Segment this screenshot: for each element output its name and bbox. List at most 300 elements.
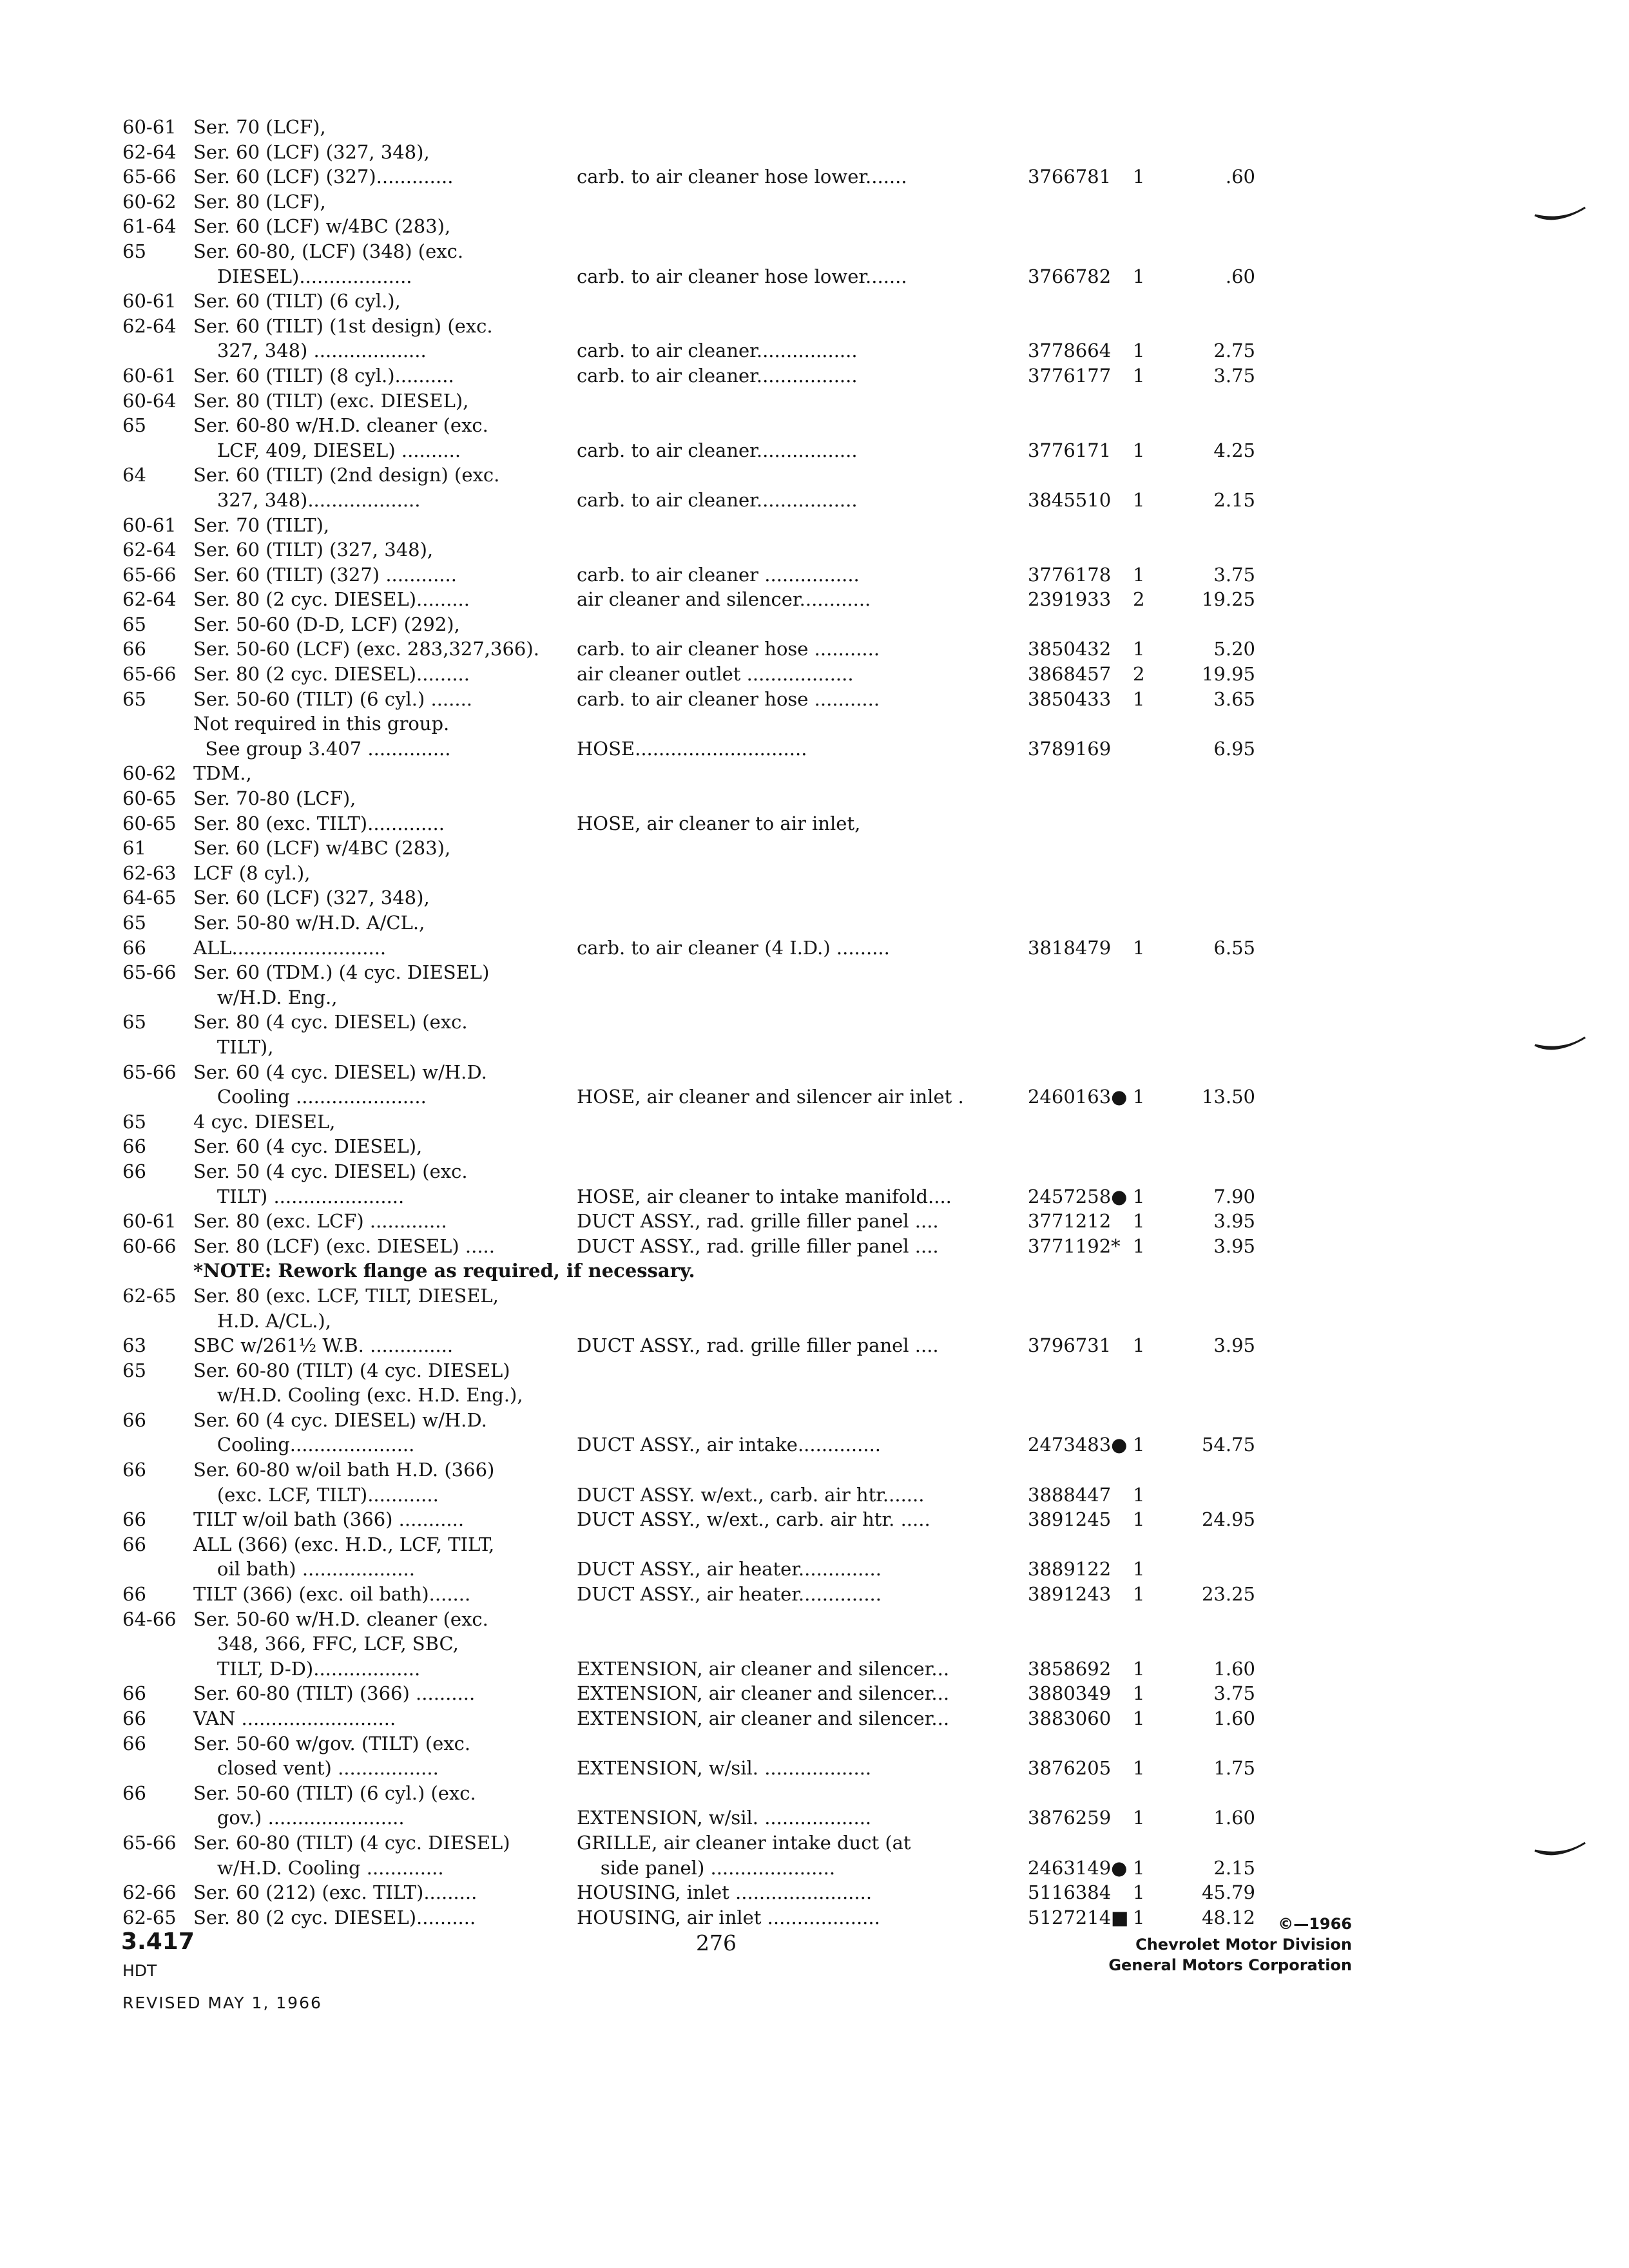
list-price: 1.60	[1213, 1657, 1255, 1680]
quantity: 2	[1133, 588, 1145, 611]
model-year: 62-64	[122, 539, 177, 561]
application: Ser. 80 (2 cyc. DIESEL).........	[193, 588, 470, 611]
parts-row	[0, 1309, 1629, 1334]
model-year: 65-66	[122, 961, 177, 984]
application: TILT) ......................	[193, 1185, 405, 1207]
application: ALL..........................	[193, 936, 387, 959]
parts-row	[0, 885, 1629, 910]
application: 327, 348) ...................	[193, 340, 427, 362]
part-description: HOUSING, air inlet ...................	[577, 1906, 880, 1928]
application: Ser. 50-60 (TILT) (6 cyl.) .......	[193, 687, 473, 710]
part-description: carb. to air cleaner.................	[577, 340, 858, 362]
part-description: air cleaner outlet ..................	[577, 663, 854, 686]
application: Ser. 60 (TILT) (2nd design) (exc.	[193, 464, 500, 486]
part-description: carb. to air cleaner hose ...........	[577, 687, 880, 710]
application: Ser. 60 (TDM.) (4 cyc. DIESEL)	[193, 961, 490, 984]
part-number: 3771212	[1028, 1210, 1112, 1233]
parts-row	[0, 488, 1629, 513]
part-description: DUCT ASSY., rad. grille filler panel ....	[577, 1334, 939, 1357]
binding-hole-mark-top	[1534, 206, 1586, 223]
list-price: .60	[1225, 265, 1255, 287]
model-year: 60-65	[122, 787, 177, 810]
quantity: 1	[1133, 1881, 1145, 1904]
parts-row	[0, 1110, 1629, 1135]
part-description: EXTENSION, w/sil. ..................	[577, 1807, 872, 1829]
parts-row	[0, 1159, 1629, 1184]
quantity: 1	[1133, 1682, 1145, 1705]
parts-row	[0, 612, 1629, 637]
part-number: 3776171	[1028, 439, 1112, 461]
parts-row	[0, 1805, 1629, 1831]
quantity: 1	[1133, 1334, 1145, 1357]
parts-row	[0, 1657, 1629, 1682]
application: 348, 366, FFC, LCF, SBC,	[193, 1633, 459, 1655]
model-year: 65-66	[122, 166, 177, 188]
model-year: 66	[122, 1732, 146, 1754]
list-price: 2.15	[1213, 1856, 1255, 1879]
list-price: 1.75	[1213, 1757, 1255, 1780]
parts-row	[0, 1432, 1629, 1457]
model-year: 66	[122, 1135, 146, 1158]
page-number: 276	[696, 1930, 737, 1956]
quantity: 1	[1133, 1210, 1145, 1233]
quantity: 1	[1133, 1086, 1145, 1108]
part-number: 3818479	[1028, 936, 1112, 959]
group-number: 3.417	[121, 1928, 195, 1955]
list-price: 1.60	[1213, 1807, 1255, 1829]
model-year: 64-66	[122, 1608, 177, 1630]
parts-row	[0, 314, 1629, 339]
model-year: 65	[122, 613, 146, 635]
parts-row	[0, 1557, 1629, 1582]
model-year: 65-66	[122, 1061, 177, 1083]
parts-row	[0, 513, 1629, 538]
application: TDM.,	[193, 762, 252, 785]
application: ALL (366) (exc. H.D., LCF, TILT,	[193, 1533, 495, 1555]
part-description: EXTENSION, air cleaner and silencer...	[577, 1657, 950, 1680]
quantity: 1	[1133, 1483, 1145, 1506]
part-number: 3889122	[1028, 1558, 1112, 1581]
application: Ser. 60 (LCF) (327, 348),	[193, 140, 430, 163]
model-year: 60-61	[122, 1210, 177, 1233]
application: Cooling.....................	[193, 1434, 415, 1456]
application: Ser. 60 (4 cyc. DIESEL),	[193, 1135, 423, 1158]
part-number: 3880349	[1028, 1682, 1112, 1705]
quantity: 1	[1133, 1807, 1145, 1829]
part-description: GRILLE, air cleaner intake duct (at	[577, 1831, 911, 1854]
parts-row	[0, 438, 1629, 463]
model-year: 62-64	[122, 588, 177, 611]
copyright-line: ©—1966	[1278, 1915, 1352, 1933]
model-year: 65-66	[122, 563, 177, 586]
application: Ser. 70-80 (LCF),	[193, 787, 356, 810]
division-line: Chevrolet Motor Division	[1135, 1936, 1352, 1954]
application: Cooling ......................	[193, 1086, 427, 1108]
parts-row	[0, 463, 1629, 488]
application: Ser. 80 (4 cyc. DIESEL) (exc.	[193, 1011, 468, 1033]
model-year: 62-65	[122, 1906, 177, 1928]
part-number: 5116384	[1028, 1881, 1112, 1904]
parts-row	[0, 836, 1629, 861]
list-price: 3.95	[1213, 1235, 1255, 1257]
part-description: DUCT ASSY., air heater..............	[577, 1558, 882, 1581]
parts-row	[0, 1358, 1629, 1383]
parts-row	[0, 1532, 1629, 1557]
application: Ser. 80 (TILT) (exc. DIESEL),	[193, 389, 469, 412]
parts-row	[0, 985, 1629, 1010]
parts-row	[0, 1483, 1629, 1508]
model-year: 61-64	[122, 215, 177, 238]
quantity: 1	[1133, 265, 1145, 287]
application: Ser. 70 (TILT),	[193, 514, 330, 536]
part-number: 3876205	[1028, 1757, 1112, 1780]
application: Ser. 80 (LCF) (exc. DIESEL) .....	[193, 1235, 495, 1257]
application: VAN ..........................	[193, 1707, 396, 1729]
model-year: 61	[122, 837, 146, 860]
model-year: 66	[122, 1782, 146, 1804]
application: Ser. 60 (TILT) (327) ............	[193, 563, 457, 586]
parts-row	[0, 811, 1629, 836]
parts-row	[0, 1706, 1629, 1731]
parts-row	[0, 1383, 1629, 1408]
binding-hole-mark-middle	[1534, 1036, 1586, 1053]
part-description: EXTENSION, air cleaner and silencer...	[577, 1707, 950, 1729]
parts-row	[0, 761, 1629, 786]
part-description: side panel) .....................	[577, 1856, 836, 1879]
model-year: 60-62	[122, 762, 177, 785]
list-price: 45.79	[1201, 1881, 1255, 1904]
model-year: 60-66	[122, 1235, 177, 1257]
model-year: 62-63	[122, 861, 177, 884]
part-description: EXTENSION, w/sil. ..................	[577, 1757, 872, 1780]
parts-row	[0, 786, 1629, 811]
parts-row	[0, 1184, 1629, 1209]
list-price: 2.75	[1213, 340, 1255, 362]
model-year: 62-64	[122, 140, 177, 163]
list-price: 54.75	[1201, 1434, 1255, 1456]
list-price: 1.60	[1213, 1707, 1255, 1729]
application: Ser. 60-80 (TILT) (366) ..........	[193, 1682, 476, 1705]
quantity: 1	[1133, 1856, 1145, 1879]
part-number: 3891245	[1028, 1508, 1112, 1531]
model-code: HDT	[122, 1961, 157, 1980]
parts-row	[0, 1507, 1629, 1532]
parts-row	[0, 1283, 1629, 1309]
parts-row	[0, 1905, 1629, 1930]
quantity: 1	[1133, 1906, 1145, 1928]
part-description: DUCT ASSY. w/ext., carb. air htr.......	[577, 1483, 925, 1506]
application: LCF (8 cyl.),	[193, 861, 311, 884]
model-year: 60-62	[122, 190, 177, 213]
parts-row	[0, 115, 1629, 140]
quantity: 1	[1133, 1434, 1145, 1456]
parts-row	[0, 140, 1629, 165]
parts-row	[0, 662, 1629, 687]
application: Ser. 60 (4 cyc. DIESEL) w/H.D.	[193, 1061, 487, 1083]
part-description: carb. to air cleaner hose ...........	[577, 638, 880, 660]
application: Ser. 60 (4 cyc. DIESEL) w/H.D.	[193, 1408, 487, 1431]
part-number: 3845510	[1028, 488, 1112, 511]
model-year: 64	[122, 464, 146, 486]
parts-row	[0, 1631, 1629, 1657]
part-description: HOSE, air cleaner to intake manifold....	[577, 1185, 952, 1207]
parts-row	[0, 1731, 1629, 1756]
part-number: 3850433	[1028, 687, 1112, 710]
list-price: 5.20	[1213, 638, 1255, 660]
application: gov.) .......................	[193, 1807, 405, 1829]
part-number: 3776177	[1028, 364, 1112, 387]
parts-row	[0, 1582, 1629, 1607]
list-price: 7.90	[1213, 1185, 1255, 1207]
model-year: 65	[122, 240, 146, 262]
application: Not required in this group.	[193, 713, 450, 735]
application: Ser. 60-80 w/H.D. cleaner (exc.	[193, 414, 488, 437]
application: closed vent) .................	[193, 1757, 439, 1780]
application: Ser. 60 (212) (exc. TILT).........	[193, 1881, 477, 1904]
part-number: 3771192*	[1028, 1235, 1121, 1257]
model-year: 66	[122, 1408, 146, 1431]
list-price: 23.25	[1201, 1583, 1255, 1606]
parts-row	[0, 389, 1629, 414]
model-year: 65-66	[122, 663, 177, 686]
application: Ser. 60 (TILT) (1st design) (exc.	[193, 314, 493, 337]
application: (exc. LCF, TILT)............	[193, 1483, 439, 1506]
parts-row	[0, 1134, 1629, 1159]
parts-row	[0, 1408, 1629, 1433]
part-description: carb. to air cleaner hose lower.......	[577, 265, 907, 287]
quantity: 1	[1133, 166, 1145, 188]
model-year: 66	[122, 1682, 146, 1705]
application: TILT),	[193, 1035, 274, 1058]
part-number: 3766781	[1028, 166, 1112, 188]
application: See group 3.407 ..............	[193, 737, 451, 760]
list-price: 3.75	[1213, 1682, 1255, 1705]
application: Ser. 60 (LCF) w/4BC (283),	[193, 837, 451, 860]
revision-date: REVISED MAY 1, 1966	[122, 1994, 322, 2012]
model-year: 65	[122, 1359, 146, 1381]
model-year: 60-65	[122, 812, 177, 834]
part-number: 3891243	[1028, 1583, 1112, 1606]
quantity: 1	[1133, 1185, 1145, 1207]
application: Ser. 50-60 (LCF) (exc. 283,327,366).	[193, 638, 539, 660]
application: Ser. 60 (TILT) (8 cyl.)..........	[193, 364, 454, 387]
model-year: 65	[122, 687, 146, 710]
part-description: DUCT ASSY., rad. grille filler panel ....	[577, 1210, 939, 1233]
quantity: 1	[1133, 364, 1145, 387]
quantity: 1	[1133, 1508, 1145, 1531]
quantity: 1	[1133, 488, 1145, 511]
part-number: 2457258●	[1028, 1185, 1128, 1207]
model-year: 65	[122, 1110, 146, 1133]
model-year: 62-65	[122, 1284, 177, 1307]
parts-row	[0, 711, 1629, 736]
part-description: EXTENSION, air cleaner and silencer...	[577, 1682, 950, 1705]
application: Ser. 50 (4 cyc. DIESEL) (exc.	[193, 1160, 468, 1182]
quantity: 1	[1133, 936, 1145, 959]
model-year: 62-66	[122, 1881, 177, 1904]
application: w/H.D. Cooling (exc. H.D. Eng.),	[193, 1384, 523, 1407]
quantity: 1	[1133, 1235, 1145, 1257]
parts-row	[0, 910, 1629, 936]
application: 327, 348)...................	[193, 488, 421, 511]
application: Ser. 50-60 (D-D, LCF) (292),	[193, 613, 460, 635]
part-number: 2463149●	[1028, 1856, 1128, 1879]
quantity: 1	[1133, 1707, 1145, 1729]
list-price: 24.95	[1201, 1508, 1255, 1531]
model-year: 64-65	[122, 887, 177, 909]
binding-mark-icon	[1534, 1036, 1586, 1053]
application: w/H.D. Eng.,	[193, 986, 338, 1008]
application: TILT w/oil bath (366) ...........	[193, 1508, 465, 1531]
parts-row	[0, 1880, 1629, 1905]
parts-row	[0, 363, 1629, 389]
application: TILT (366) (exc. oil bath).......	[193, 1583, 471, 1606]
part-number: 3796731	[1028, 1334, 1112, 1357]
parts-row	[0, 1457, 1629, 1483]
model-year: 60-64	[122, 389, 177, 412]
quantity: 1	[1133, 1583, 1145, 1606]
part-description: HOSE, air cleaner and silencer air inlet .	[577, 1086, 964, 1108]
model-year: 65	[122, 912, 146, 934]
parts-row	[0, 413, 1629, 438]
part-number: 3778664	[1028, 340, 1112, 362]
parts-row	[0, 936, 1629, 961]
part-description: carb. to air cleaner (4 I.D.) .........	[577, 936, 890, 959]
parts-row	[0, 562, 1629, 588]
list-price: 6.95	[1213, 737, 1255, 760]
quantity: 1	[1133, 1558, 1145, 1581]
model-year: 62-64	[122, 314, 177, 337]
quantity: 1	[1133, 1757, 1145, 1780]
part-number: 2473483●	[1028, 1434, 1128, 1456]
quantity: 1	[1133, 340, 1145, 362]
part-number: 3789169	[1028, 737, 1112, 760]
binding-hole-mark-bottom	[1534, 1841, 1586, 1858]
parts-row	[0, 637, 1629, 662]
parts-row	[0, 1781, 1629, 1806]
parts-row	[0, 1209, 1629, 1234]
application: Ser. 80 (exc. LCF) .............	[193, 1210, 447, 1233]
parts-row	[0, 1831, 1629, 1856]
application: Ser. 80 (2 cyc. DIESEL).........	[193, 663, 470, 686]
list-price: 3.95	[1213, 1210, 1255, 1233]
part-description: HOSE, air cleaner to air inlet,	[577, 812, 861, 834]
parts-row	[0, 537, 1629, 562]
application: Ser. 60 (LCF) (327).............	[193, 166, 454, 188]
part-number: 3776178	[1028, 563, 1112, 586]
model-year: 66	[122, 638, 146, 660]
binding-mark-icon	[1534, 1841, 1586, 1858]
part-description: DUCT ASSY., air heater..............	[577, 1583, 882, 1606]
parts-row	[0, 1035, 1629, 1060]
parts-row	[0, 960, 1629, 985]
model-year: 63	[122, 1334, 146, 1357]
list-price: 3.75	[1213, 364, 1255, 387]
parts-row	[0, 1607, 1629, 1632]
application: Ser. 50-60 w/gov. (TILT) (exc.	[193, 1732, 471, 1754]
application: Ser. 80 (exc. LCF, TILT, DIESEL,	[193, 1284, 499, 1307]
parts-row	[0, 164, 1629, 189]
parts-row	[0, 1856, 1629, 1881]
application: H.D. A/CL.),	[193, 1309, 331, 1332]
part-number: 3850432	[1028, 638, 1112, 660]
quantity: 1	[1133, 439, 1145, 461]
application: Ser. 60-80, (LCF) (348) (exc.	[193, 240, 464, 262]
part-description: DUCT ASSY., air intake..............	[577, 1434, 882, 1456]
application: DIESEL)...................	[193, 265, 412, 287]
parts-row	[0, 1333, 1629, 1358]
quantity: 1	[1133, 687, 1145, 710]
application: Ser. 60 (TILT) (6 cyl.),	[193, 290, 401, 312]
list-price: 2.15	[1213, 488, 1255, 511]
model-year: 66	[122, 1160, 146, 1182]
part-description: HOUSING, inlet .......................	[577, 1881, 872, 1904]
parts-row	[0, 861, 1629, 886]
part-description: carb. to air cleaner.................	[577, 488, 858, 511]
part-description: HOSE.............................	[577, 737, 807, 760]
parts-row	[0, 264, 1629, 289]
part-number: 3868457	[1028, 663, 1112, 686]
part-number: 2460163●	[1028, 1086, 1128, 1108]
application: Ser. 70 (LCF),	[193, 116, 326, 138]
part-number: 3883060	[1028, 1707, 1112, 1729]
model-year: 60-61	[122, 116, 177, 138]
application: SBC w/261½ W.B. ..............	[193, 1334, 454, 1357]
model-year: 65	[122, 1011, 146, 1033]
parts-row	[0, 587, 1629, 612]
binding-mark-icon	[1534, 206, 1586, 223]
application: oil bath) ...................	[193, 1558, 415, 1581]
application: 4 cyc. DIESEL,	[193, 1110, 336, 1133]
part-number: 3858692	[1028, 1657, 1112, 1680]
note-text: *NOTE: Rework flange as required, if necessary.	[193, 1260, 695, 1282]
parts-listing	[0, 115, 1629, 1930]
parts-row	[0, 1234, 1629, 1259]
list-price: .60	[1225, 166, 1255, 188]
note-row	[0, 1258, 1629, 1283]
model-year: 66	[122, 1583, 146, 1606]
application: Ser. 50-60 w/H.D. cleaner (exc.	[193, 1608, 488, 1630]
part-number: 2391933	[1028, 588, 1112, 611]
model-year: 60-61	[122, 514, 177, 536]
part-number: 3766782	[1028, 265, 1112, 287]
parts-row	[0, 736, 1629, 762]
parts-row	[0, 1681, 1629, 1706]
list-price: 13.50	[1201, 1086, 1255, 1108]
list-price: 48.12	[1201, 1906, 1255, 1928]
part-description: carb. to air cleaner.................	[577, 439, 858, 461]
application: Ser. 80 (LCF),	[193, 190, 326, 213]
part-description: air cleaner and silencer............	[577, 588, 871, 611]
quantity: 1	[1133, 1657, 1145, 1680]
list-price: 3.75	[1213, 563, 1255, 586]
list-price: 3.65	[1213, 687, 1255, 710]
list-price: 3.95	[1213, 1334, 1255, 1357]
corporation-line: General Motors Corporation	[1108, 1956, 1352, 1974]
quantity: 2	[1133, 663, 1145, 686]
model-year: 65	[122, 414, 146, 437]
model-year: 66	[122, 1533, 146, 1555]
parts-row	[0, 687, 1629, 712]
parts-row	[0, 189, 1629, 215]
application: Ser. 80 (exc. TILT).............	[193, 812, 445, 834]
part-description: DUCT ASSY., rad. grille filler panel ....	[577, 1235, 939, 1257]
model-year: 60-61	[122, 364, 177, 387]
model-year: 60-61	[122, 290, 177, 312]
part-description: carb. to air cleaner.................	[577, 364, 858, 387]
model-year: 66	[122, 1508, 146, 1531]
application: LCF, 409, DIESEL) ..........	[193, 439, 461, 461]
